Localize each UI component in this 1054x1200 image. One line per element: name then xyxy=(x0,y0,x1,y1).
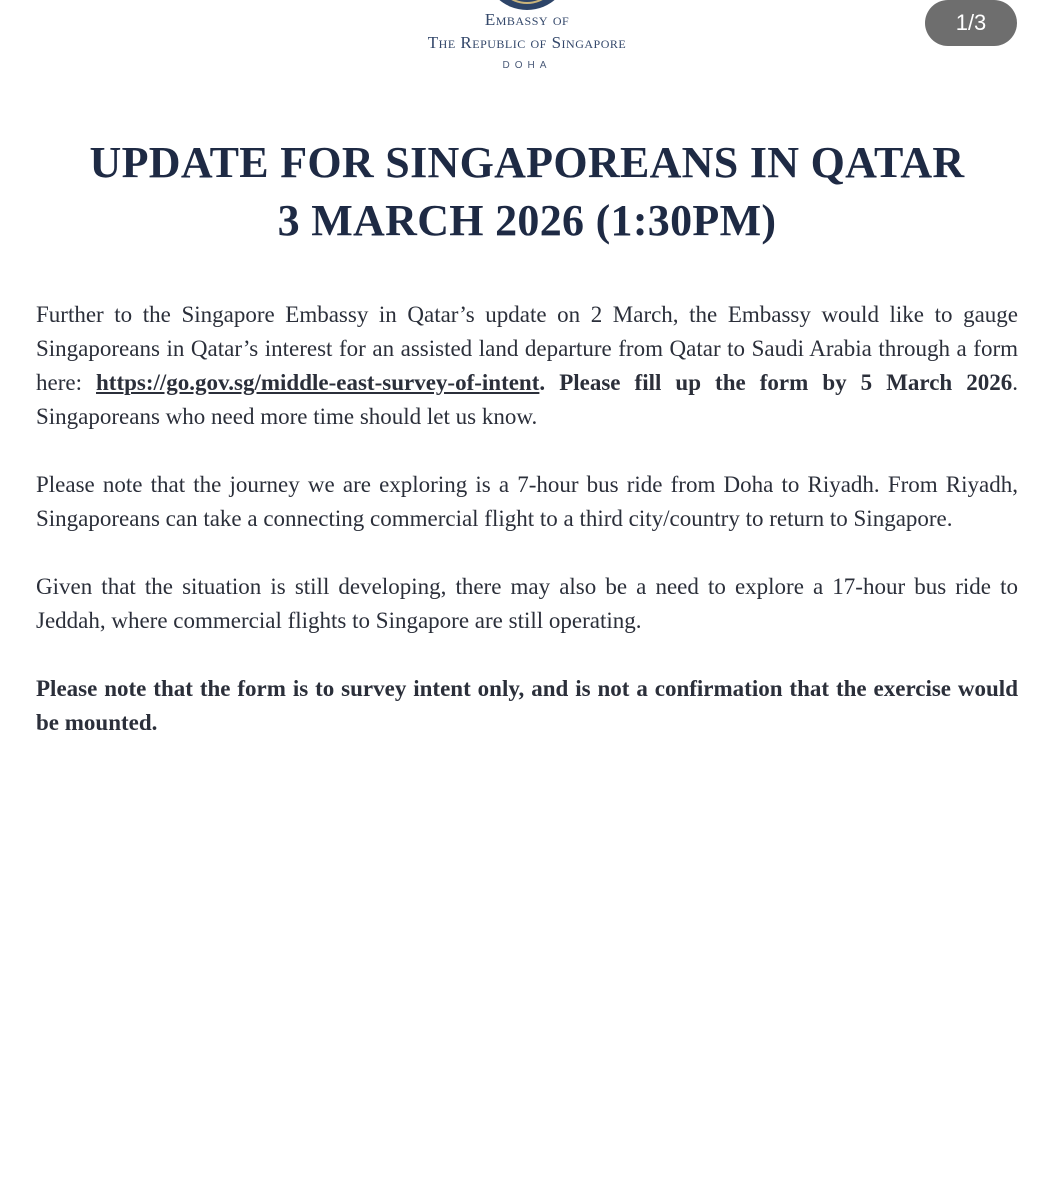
paragraph-riyadh-journey: Please note that the journey we are exploring is a 7-hour bus ride from Doha to Riyadh. From Riyadh, Singaporeans can take a connecting commercial flight to a third city/country to return to Singapore. xyxy=(36,472,1018,531)
embassy-crest-icon xyxy=(484,0,570,10)
paragraph-jeddah-option: Given that the situation is still developing, there may also be a need to explore a 17-hour bus ride to Jeddah, where commercial flights to Singapore are still operating. xyxy=(36,574,1018,633)
page-counter-badge: 1/3 xyxy=(925,0,1017,46)
survey-form-link[interactable]: https://go.gov.sg/middle-east-survey-of-intent xyxy=(96,370,540,395)
p1-end-text: . Singaporeans who need more time should let us know. xyxy=(36,370,1018,429)
p1-intro-text: Further to the Singapore Embassy in Qatar’s update on 2 March, the Embassy would like to gauge Singaporeans in Qatar’s interest for an assisted land departure from Qatar to Saudi Arabia through a form here: xyxy=(36,302,1018,395)
embassy-city: DOHA xyxy=(502,60,552,71)
title-line2: 3 MARCH 2026 (1:30PM) xyxy=(277,196,777,245)
paragraph-survey-form xyxy=(36,298,1018,434)
title-line1: UPDATE FOR SINGAPOREANS IN QATAR xyxy=(89,138,965,187)
embassy-name-line1: Embassy of xyxy=(484,10,570,29)
document-body xyxy=(36,298,1018,774)
disclaimer-text: Please note that the form is to survey intent only, and is not a confirmation that the exercise would be mounted. xyxy=(36,676,1018,735)
p1-separator: . xyxy=(539,370,560,395)
paragraph-disclaimer xyxy=(36,672,1018,740)
page-title xyxy=(0,134,1054,250)
embassy-header xyxy=(0,10,1054,71)
embassy-name-line2: The Republic of Singapore xyxy=(427,33,627,52)
p1-deadline-text: Please fill up the form by 5 March 2026 xyxy=(559,370,1013,395)
